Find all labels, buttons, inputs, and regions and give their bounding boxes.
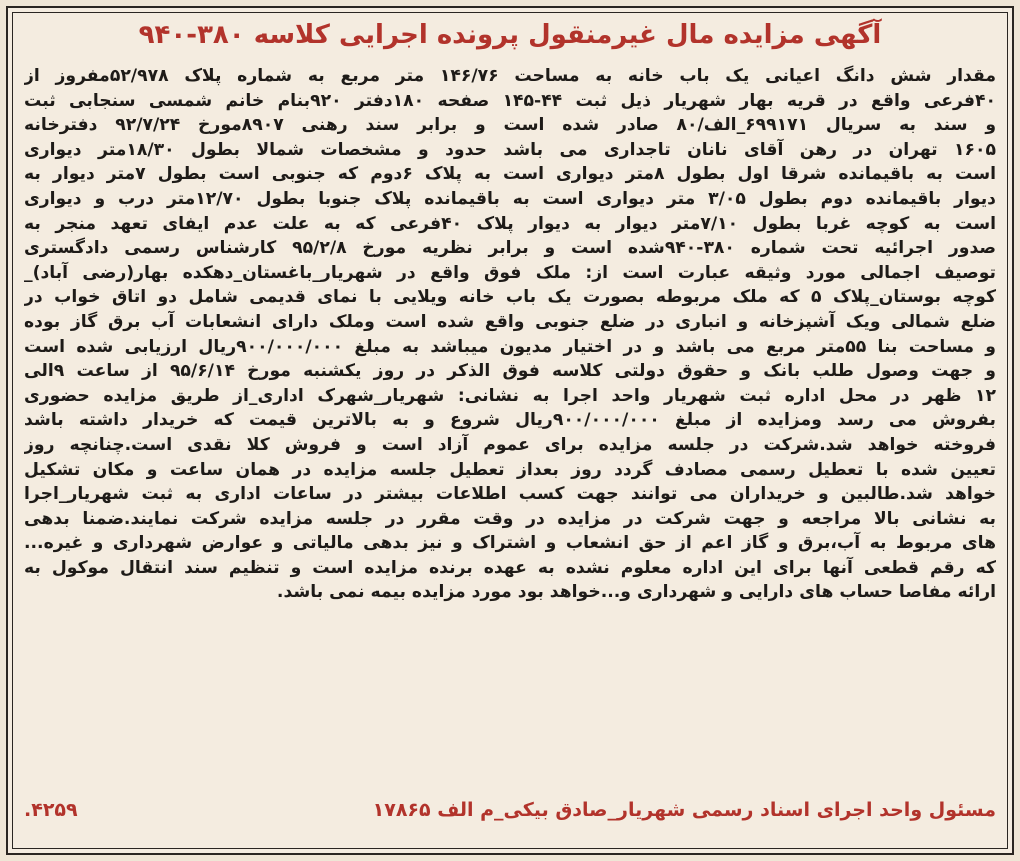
body-line: ارائه مفاصا حساب های دارایی و شهرداری و...خواهد بود مورد مزایده بیمه نمی باشد. — [276, 582, 996, 603]
body-line: و مساحت بنا ۵۵متر مربع می باشد و در اختیار مدیون میباشد به مبلغ ۹۰۰/۰۰۰/۰۰۰ریال ارزیابی شده است — [24, 336, 996, 357]
body-line: بفروش می رسد ومزایده از مبلغ ۹۰۰/۰۰۰/۰۰۰ریال شروع و به بالاترین قیمت که خریدار داشته باشد — [24, 410, 996, 431]
body-line: توصیف اجمالی مورد وثیقه عبارت است از: ملک فوق واقع در شهریار_باغستان_دهکده بهار(رضی آباد)_ — [24, 262, 996, 283]
body-line: دیوار باقیمانده دوم بطول ۳/۰۵ متر دیواری است به باقیمانده پلاک جنوبا بطول ۱۲/۷۰متر درب و دیواری — [24, 188, 996, 209]
notice-body — [24, 64, 996, 605]
body-line: است به کوچه غربا بطول ۷/۱۰متر دیوار به دیوار پلاک ۴۰فرعی که به علت عدم ایفای تعهد منجر به — [24, 213, 996, 234]
body-line: ۱۶۰۵ تهران در رهن آقای نانان تاجداری می باشد حدود و مشخصات شمالا بطول ۱۸/۳۰متر دیواری — [24, 139, 996, 160]
body-line: کوچه بوستان_پلاک ۵ که ملک مربوطه بصورت یک باب خانه ویلایی با نمای قدیمی شامل دو اتاق خواب در — [24, 287, 996, 308]
body-line: است به باقیمانده شرقا اول بطول ۸متر دیواری است به پلاک ۶دوم که جنوبی است بطول ۷متر دیوار به — [24, 164, 996, 185]
body-line: ۴۰فرعی واقع در قریه بهار شهریار ذیل ثبت ۴۴-۱۴۵ صفحه ۱۸۰دفتر ۹۲۰بنام خانم شمسی سنجابی ثبت — [24, 90, 996, 111]
body-line: ۱۲ ظهر در محل اداره ثبت شهریار واحد اجرا به نشانی: شهریار_شهرک اداری_از طریق مزایده حضوری — [24, 385, 996, 406]
body-line: فروخته خواهد شد.شرکت در جلسه مزایده برای عموم آزاد است و فروش کلا نقدی است.چنانچه روز — [24, 434, 996, 455]
notice-footer — [24, 793, 996, 827]
body-line: مقدار شش دانگ اعیانی یک باب خانه به مساحت ۱۴۶/۷۶ متر مربع به شماره پلاک ۵۲/۹۷۸مفروز از — [24, 66, 996, 86]
body-line: به نشانی بالا مراجعه و جهت شرکت در مزایده در وقت مقرر در جلسه مزایده شرکت نمایند.ضمنا بدهی — [24, 508, 996, 529]
body-line: های مربوط به آب،برق و گاز اعم از حق انشعاب و اشتراک و نیز بدهی مالیاتی و عوارض شهرداری و غیره... — [24, 533, 996, 554]
signer-line: مسئول واحد اجرای اسناد رسمی شهریار_صادق بیکی_م الف ۱۷۸۶۵ — [372, 799, 996, 821]
body-line: ضلع شمالی ویک آشپزخانه و انباری در ضلع جنوبی واقع شده است وملک دارای انشعابات آب برق گاز بوده — [24, 311, 996, 332]
body-line: و جهت وصول طلب بانک و حقوق دولتی کلاسه فوق الذکر در روز یکشنبه مورخ ۹۵/۶/۱۴ از ساعت ۹الی — [24, 361, 996, 382]
body-line: تعیین شده با تعطیل رسمی مصادف گردد روز بعداز تعطیل جلسه مزایده در همان ساعت و مکان تشکیل — [24, 459, 996, 480]
body-line: که رقم قطعی آنها برای این اداره معلوم نشده به عهده برنده مزایده است و تنظیم سند انتقال موکول به — [24, 557, 996, 578]
body-line: خواهد شد.طالبین و خریداران می توانند جهت کسب اطلاعات بیشتر در ساعات اداری به ثبت شهریار_اجرا — [24, 484, 996, 505]
notice-frame — [6, 6, 1014, 855]
notice-title: آگهی مزایده مال غیرمنقول پرونده اجرایی کلاسه ۳۸۰-۹۴۰ — [138, 20, 882, 50]
ad-code: ۴۲۵۹. — [24, 799, 78, 821]
body-line: صدور اجرائیه تحت شماره ۳۸۰-۹۴۰شده است و برابر نظریه مورخ ۹۵/۲/۸ کارشناس رسمی دادگستری — [24, 238, 996, 259]
body-line: و سند به سریال ۶۹۹۱۷۱_الف/۸۰ صادر شده است و برابر سند رهنی ۸۹۰۷مورخ ۹۲/۷/۲۴ دفترخانه — [24, 115, 996, 136]
